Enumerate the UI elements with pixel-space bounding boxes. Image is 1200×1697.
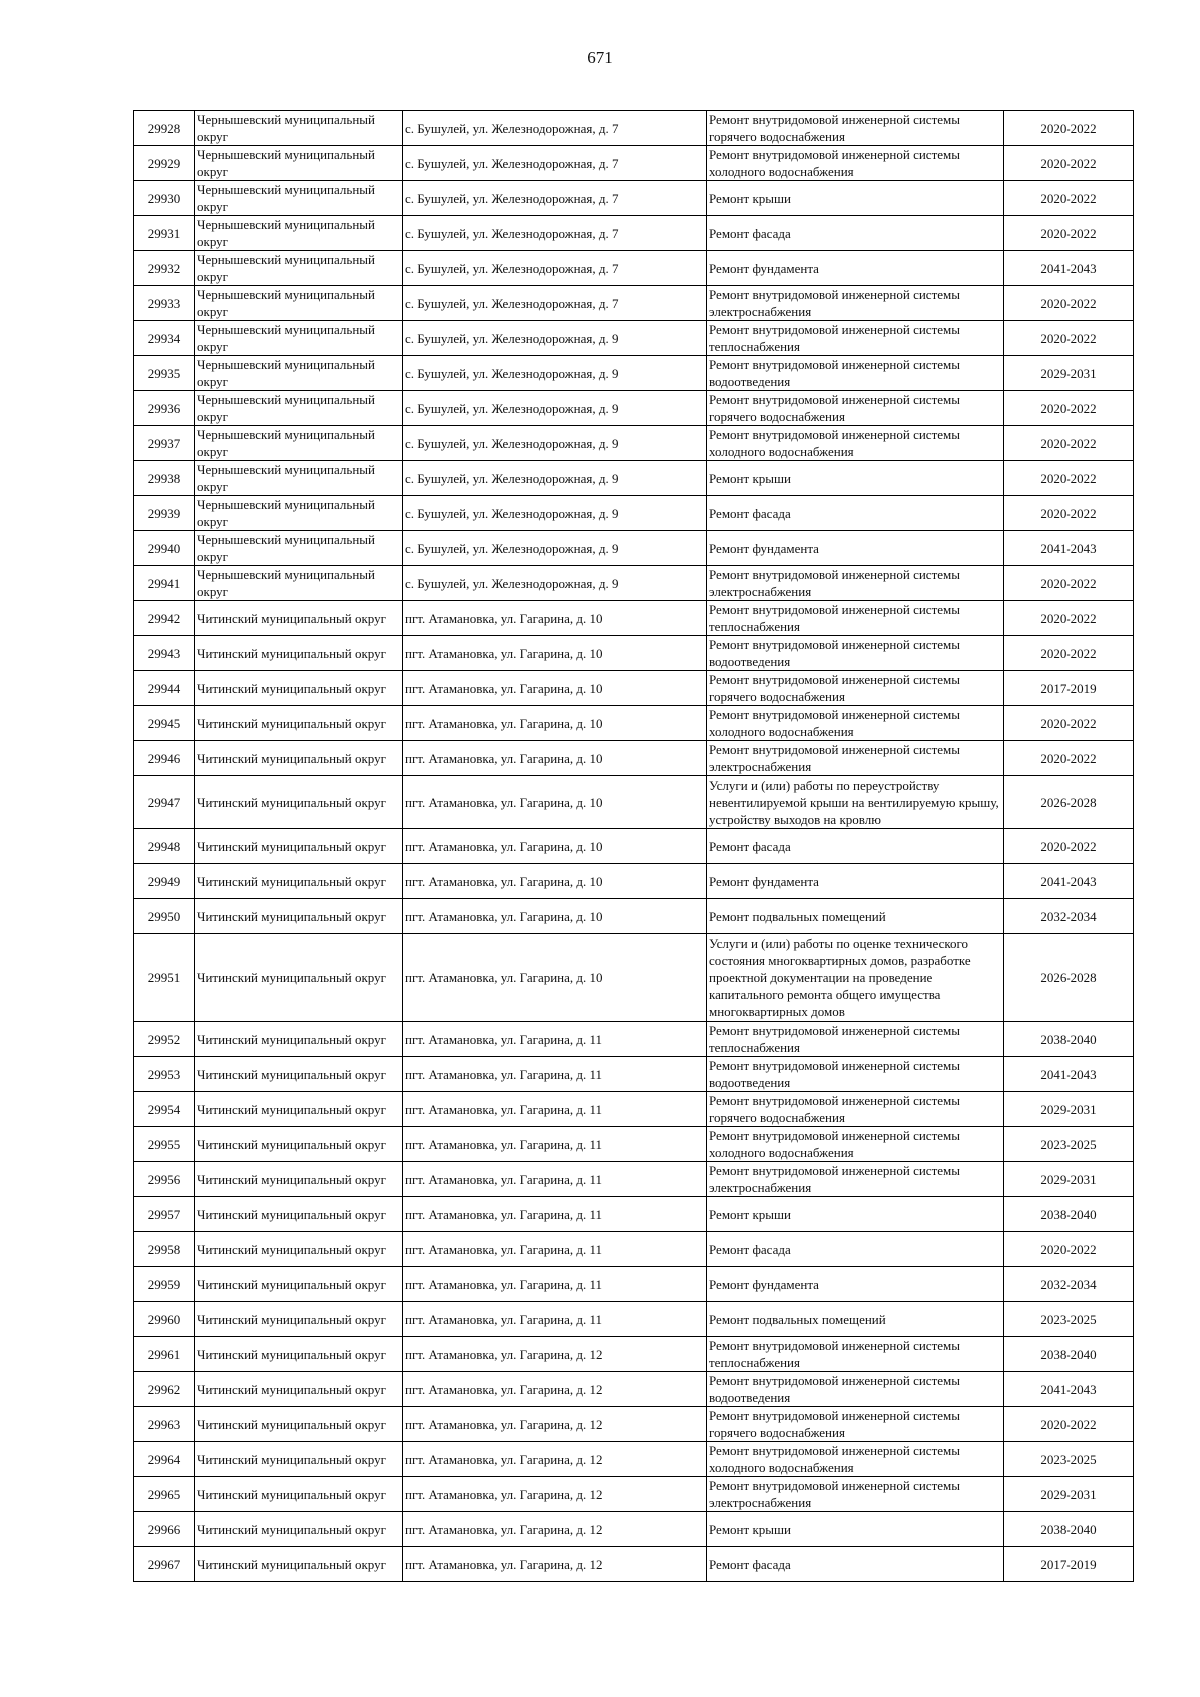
municipal-district-cell: Читинский муниципальный округ bbox=[195, 1092, 403, 1127]
table-row bbox=[134, 426, 1134, 461]
row-number-cell: 29951 bbox=[134, 934, 195, 1022]
work-type-cell: Ремонт внутридомовой инженерной системы теплоснабжения bbox=[707, 1337, 1004, 1372]
building-address-cell: с. Бушулей, ул. Железнодорожная, д. 9 bbox=[403, 496, 707, 531]
municipal-district-cell: Чернышевский муниципальный округ bbox=[195, 111, 403, 146]
row-number-cell: 29942 bbox=[134, 601, 195, 636]
work-type-cell: Ремонт крыши bbox=[707, 461, 1004, 496]
building-address-cell: пгт. Атамановка, ул. Гагарина, д. 12 bbox=[403, 1337, 707, 1372]
page-number: 671 bbox=[587, 48, 613, 67]
planned-period-cell: 2020-2022 bbox=[1004, 1407, 1134, 1442]
building-address-cell: пгт. Атамановка, ул. Гагарина, д. 11 bbox=[403, 1267, 707, 1302]
building-address-cell: с. Бушулей, ул. Железнодорожная, д. 7 bbox=[403, 111, 707, 146]
row-number-cell: 29940 bbox=[134, 531, 195, 566]
municipal-district-cell: Читинский муниципальный округ bbox=[195, 1162, 403, 1197]
row-number-cell: 29938 bbox=[134, 461, 195, 496]
row-number-cell: 29936 bbox=[134, 391, 195, 426]
work-type-cell: Ремонт внутридомовой инженерной системы электроснабжения bbox=[707, 566, 1004, 601]
building-address-cell: с. Бушулей, ул. Железнодорожная, д. 7 bbox=[403, 181, 707, 216]
building-address-cell: пгт. Атамановка, ул. Гагарина, д. 12 bbox=[403, 1477, 707, 1512]
work-type-cell: Ремонт внутридомовой инженерной системы горячего водоснабжения bbox=[707, 1407, 1004, 1442]
planned-period-cell: 2020-2022 bbox=[1004, 601, 1134, 636]
municipal-district-cell: Чернышевский муниципальный округ bbox=[195, 496, 403, 531]
building-address-cell: с. Бушулей, ул. Железнодорожная, д. 9 bbox=[403, 461, 707, 496]
municipal-district-cell: Читинский муниципальный округ bbox=[195, 741, 403, 776]
table-row bbox=[134, 181, 1134, 216]
planned-period-cell: 2020-2022 bbox=[1004, 391, 1134, 426]
row-number-cell: 29956 bbox=[134, 1162, 195, 1197]
table-row bbox=[134, 321, 1134, 356]
building-address-cell: пгт. Атамановка, ул. Гагарина, д. 11 bbox=[403, 1022, 707, 1057]
work-type-cell: Услуги и (или) работы по оценке технического состояния многоквартирных домов, разработке проектной документации на проведение капитального ремонта общего имущества многоквартирных домов bbox=[707, 934, 1004, 1022]
work-type-cell: Ремонт внутридомовой инженерной системы холодного водоснабжения bbox=[707, 146, 1004, 181]
table-row bbox=[134, 1302, 1134, 1337]
table-row bbox=[134, 391, 1134, 426]
municipal-district-cell: Чернышевский муниципальный округ bbox=[195, 321, 403, 356]
work-type-cell: Ремонт фасада bbox=[707, 496, 1004, 531]
work-type-cell: Услуги и (или) работы по переустройству невентилируемой крыши на вентилируемую крышу, устройству выходов на кровлю bbox=[707, 776, 1004, 829]
planned-period-cell: 2020-2022 bbox=[1004, 181, 1134, 216]
building-address-cell: пгт. Атамановка, ул. Гагарина, д. 10 bbox=[403, 741, 707, 776]
row-number-cell: 29966 bbox=[134, 1512, 195, 1547]
row-number-cell: 29967 bbox=[134, 1547, 195, 1582]
work-type-cell: Ремонт внутридомовой инженерной системы водоотведения bbox=[707, 356, 1004, 391]
building-address-cell: пгт. Атамановка, ул. Гагарина, д. 12 bbox=[403, 1512, 707, 1547]
municipal-district-cell: Чернышевский муниципальный округ bbox=[195, 286, 403, 321]
registry-table-body bbox=[134, 111, 1134, 1582]
table-row bbox=[134, 1022, 1134, 1057]
municipal-district-cell: Чернышевский муниципальный округ bbox=[195, 251, 403, 286]
work-type-cell: Ремонт внутридомовой инженерной системы водоотведения bbox=[707, 1372, 1004, 1407]
work-type-cell: Ремонт фундамента bbox=[707, 1267, 1004, 1302]
planned-period-cell: 2029-2031 bbox=[1004, 1162, 1134, 1197]
planned-period-cell: 2020-2022 bbox=[1004, 566, 1134, 601]
building-address-cell: с. Бушулей, ул. Железнодорожная, д. 9 bbox=[403, 391, 707, 426]
planned-period-cell: 2020-2022 bbox=[1004, 741, 1134, 776]
building-address-cell: пгт. Атамановка, ул. Гагарина, д. 11 bbox=[403, 1197, 707, 1232]
planned-period-cell: 2020-2022 bbox=[1004, 706, 1134, 741]
planned-period-cell: 2026-2028 bbox=[1004, 776, 1134, 829]
work-type-cell: Ремонт внутридомовой инженерной системы теплоснабжения bbox=[707, 601, 1004, 636]
municipal-district-cell: Читинский муниципальный округ bbox=[195, 776, 403, 829]
row-number-cell: 29955 bbox=[134, 1127, 195, 1162]
table-row bbox=[134, 1477, 1134, 1512]
row-number-cell: 29953 bbox=[134, 1057, 195, 1092]
planned-period-cell: 2020-2022 bbox=[1004, 636, 1134, 671]
table-row bbox=[134, 636, 1134, 671]
planned-period-cell: 2017-2019 bbox=[1004, 1547, 1134, 1582]
municipal-district-cell: Читинский муниципальный округ bbox=[195, 601, 403, 636]
planned-period-cell: 2041-2043 bbox=[1004, 1372, 1134, 1407]
work-type-cell: Ремонт внутридомовой инженерной системы холодного водоснабжения bbox=[707, 706, 1004, 741]
work-type-cell: Ремонт внутридомовой инженерной системы холодного водоснабжения bbox=[707, 1127, 1004, 1162]
planned-period-cell: 2020-2022 bbox=[1004, 321, 1134, 356]
row-number-cell: 29949 bbox=[134, 864, 195, 899]
row-number-cell: 29961 bbox=[134, 1337, 195, 1372]
planned-period-cell: 2020-2022 bbox=[1004, 146, 1134, 181]
work-type-cell: Ремонт внутридомовой инженерной системы холодного водоснабжения bbox=[707, 426, 1004, 461]
building-address-cell: с. Бушулей, ул. Железнодорожная, д. 7 bbox=[403, 251, 707, 286]
building-address-cell: с. Бушулей, ул. Железнодорожная, д. 9 bbox=[403, 356, 707, 391]
table-row bbox=[134, 601, 1134, 636]
work-type-cell: Ремонт внутридомовой инженерной системы электроснабжения bbox=[707, 1162, 1004, 1197]
planned-period-cell: 2020-2022 bbox=[1004, 216, 1134, 251]
row-number-cell: 29934 bbox=[134, 321, 195, 356]
table-row bbox=[134, 671, 1134, 706]
row-number-cell: 29958 bbox=[134, 1232, 195, 1267]
table-row bbox=[134, 1057, 1134, 1092]
row-number-cell: 29933 bbox=[134, 286, 195, 321]
row-number-cell: 29929 bbox=[134, 146, 195, 181]
row-number-cell: 29946 bbox=[134, 741, 195, 776]
row-number-cell: 29964 bbox=[134, 1442, 195, 1477]
planned-period-cell: 2041-2043 bbox=[1004, 531, 1134, 566]
row-number-cell: 29928 bbox=[134, 111, 195, 146]
table-row bbox=[134, 1337, 1134, 1372]
work-type-cell: Ремонт внутридомовой инженерной системы горячего водоснабжения bbox=[707, 391, 1004, 426]
table-row bbox=[134, 531, 1134, 566]
table-row bbox=[134, 776, 1134, 829]
planned-period-cell: 2026-2028 bbox=[1004, 934, 1134, 1022]
planned-period-cell: 2017-2019 bbox=[1004, 671, 1134, 706]
table-row bbox=[134, 356, 1134, 391]
row-number-cell: 29939 bbox=[134, 496, 195, 531]
table-row bbox=[134, 1127, 1134, 1162]
row-number-cell: 29952 bbox=[134, 1022, 195, 1057]
table-row bbox=[134, 1407, 1134, 1442]
municipal-district-cell: Читинский муниципальный округ bbox=[195, 899, 403, 934]
work-type-cell: Ремонт фасада bbox=[707, 1547, 1004, 1582]
planned-period-cell: 2038-2040 bbox=[1004, 1022, 1134, 1057]
planned-period-cell: 2041-2043 bbox=[1004, 251, 1134, 286]
building-address-cell: пгт. Атамановка, ул. Гагарина, д. 10 bbox=[403, 636, 707, 671]
table-row bbox=[134, 111, 1134, 146]
municipal-district-cell: Читинский муниципальный округ bbox=[195, 636, 403, 671]
municipal-district-cell: Чернышевский муниципальный округ bbox=[195, 146, 403, 181]
planned-period-cell: 2032-2034 bbox=[1004, 899, 1134, 934]
work-type-cell: Ремонт внутридомовой инженерной системы водоотведения bbox=[707, 1057, 1004, 1092]
municipal-district-cell: Читинский муниципальный округ bbox=[195, 1267, 403, 1302]
planned-period-cell: 2023-2025 bbox=[1004, 1302, 1134, 1337]
work-type-cell: Ремонт подвальных помещений bbox=[707, 1302, 1004, 1337]
building-address-cell: пгт. Атамановка, ул. Гагарина, д. 11 bbox=[403, 1162, 707, 1197]
table-row bbox=[134, 461, 1134, 496]
work-type-cell: Ремонт фундамента bbox=[707, 251, 1004, 286]
row-number-cell: 29965 bbox=[134, 1477, 195, 1512]
work-type-cell: Ремонт подвальных помещений bbox=[707, 899, 1004, 934]
table-row bbox=[134, 1162, 1134, 1197]
municipal-district-cell: Читинский муниципальный округ bbox=[195, 1442, 403, 1477]
planned-period-cell: 2038-2040 bbox=[1004, 1512, 1134, 1547]
table-row bbox=[134, 1232, 1134, 1267]
municipal-district-cell: Читинский муниципальный округ bbox=[195, 671, 403, 706]
building-address-cell: пгт. Атамановка, ул. Гагарина, д. 10 bbox=[403, 776, 707, 829]
building-address-cell: пгт. Атамановка, ул. Гагарина, д. 11 bbox=[403, 1092, 707, 1127]
planned-period-cell: 2020-2022 bbox=[1004, 111, 1134, 146]
municipal-district-cell: Читинский муниципальный округ bbox=[195, 1197, 403, 1232]
row-number-cell: 29954 bbox=[134, 1092, 195, 1127]
building-address-cell: пгт. Атамановка, ул. Гагарина, д. 10 bbox=[403, 601, 707, 636]
work-type-cell: Ремонт внутридомовой инженерной системы теплоснабжения bbox=[707, 1022, 1004, 1057]
row-number-cell: 29948 bbox=[134, 829, 195, 864]
planned-period-cell: 2023-2025 bbox=[1004, 1442, 1134, 1477]
building-address-cell: с. Бушулей, ул. Железнодорожная, д. 9 bbox=[403, 426, 707, 461]
building-address-cell: пгт. Атамановка, ул. Гагарина, д. 11 bbox=[403, 1302, 707, 1337]
table-row bbox=[134, 1372, 1134, 1407]
row-number-cell: 29932 bbox=[134, 251, 195, 286]
municipal-district-cell: Чернышевский муниципальный округ bbox=[195, 181, 403, 216]
building-address-cell: с. Бушулей, ул. Железнодорожная, д. 9 bbox=[403, 566, 707, 601]
municipal-district-cell: Читинский муниципальный округ bbox=[195, 1232, 403, 1267]
work-type-cell: Ремонт внутридомовой инженерной системы электроснабжения bbox=[707, 741, 1004, 776]
table-row bbox=[134, 1547, 1134, 1582]
work-type-cell: Ремонт фасада bbox=[707, 829, 1004, 864]
work-type-cell: Ремонт фундамента bbox=[707, 531, 1004, 566]
row-number-cell: 29959 bbox=[134, 1267, 195, 1302]
building-address-cell: с. Бушулей, ул. Железнодорожная, д. 7 bbox=[403, 216, 707, 251]
municipal-district-cell: Читинский муниципальный округ bbox=[195, 1302, 403, 1337]
planned-period-cell: 2038-2040 bbox=[1004, 1337, 1134, 1372]
building-address-cell: пгт. Атамановка, ул. Гагарина, д. 11 bbox=[403, 1127, 707, 1162]
row-number-cell: 29930 bbox=[134, 181, 195, 216]
municipal-district-cell: Читинский муниципальный округ bbox=[195, 1512, 403, 1547]
building-address-cell: пгт. Атамановка, ул. Гагарина, д. 10 bbox=[403, 706, 707, 741]
work-type-cell: Ремонт фундамента bbox=[707, 864, 1004, 899]
row-number-cell: 29963 bbox=[134, 1407, 195, 1442]
table-row bbox=[134, 864, 1134, 899]
building-address-cell: пгт. Атамановка, ул. Гагарина, д. 12 bbox=[403, 1372, 707, 1407]
row-number-cell: 29960 bbox=[134, 1302, 195, 1337]
municipal-district-cell: Чернышевский муниципальный округ bbox=[195, 426, 403, 461]
building-address-cell: пгт. Атамановка, ул. Гагарина, д. 12 bbox=[403, 1547, 707, 1582]
municipal-district-cell: Читинский муниципальный округ bbox=[195, 1127, 403, 1162]
municipal-district-cell: Чернышевский муниципальный округ bbox=[195, 566, 403, 601]
municipal-district-cell: Читинский муниципальный округ bbox=[195, 1547, 403, 1582]
work-type-cell: Ремонт внутридомовой инженерной системы теплоснабжения bbox=[707, 321, 1004, 356]
table-row bbox=[134, 1442, 1134, 1477]
table-row bbox=[134, 899, 1134, 934]
row-number-cell: 29941 bbox=[134, 566, 195, 601]
municipal-district-cell: Читинский муниципальный округ bbox=[195, 829, 403, 864]
municipal-district-cell: Читинский муниципальный округ bbox=[195, 1407, 403, 1442]
municipal-district-cell: Чернышевский муниципальный округ bbox=[195, 391, 403, 426]
work-type-cell: Ремонт фасада bbox=[707, 1232, 1004, 1267]
planned-period-cell: 2029-2031 bbox=[1004, 356, 1134, 391]
table-row bbox=[134, 1512, 1134, 1547]
municipal-district-cell: Чернышевский муниципальный округ bbox=[195, 216, 403, 251]
work-type-cell: Ремонт внутридомовой инженерной системы электроснабжения bbox=[707, 286, 1004, 321]
planned-period-cell: 2032-2034 bbox=[1004, 1267, 1134, 1302]
table-row bbox=[134, 251, 1134, 286]
planned-period-cell: 2020-2022 bbox=[1004, 496, 1134, 531]
building-address-cell: пгт. Атамановка, ул. Гагарина, д. 10 bbox=[403, 864, 707, 899]
table-row bbox=[134, 286, 1134, 321]
table-row bbox=[134, 146, 1134, 181]
building-address-cell: пгт. Атамановка, ул. Гагарина, д. 11 bbox=[403, 1232, 707, 1267]
municipal-district-cell: Читинский муниципальный округ bbox=[195, 1477, 403, 1512]
table-row bbox=[134, 496, 1134, 531]
municipal-district-cell: Читинский муниципальный округ bbox=[195, 1057, 403, 1092]
row-number-cell: 29935 bbox=[134, 356, 195, 391]
work-type-cell: Ремонт внутридомовой инженерной системы горячего водоснабжения bbox=[707, 1092, 1004, 1127]
planned-period-cell: 2038-2040 bbox=[1004, 1197, 1134, 1232]
municipal-district-cell: Читинский муниципальный округ bbox=[195, 864, 403, 899]
work-type-cell: Ремонт внутридомовой инженерной системы водоотведения bbox=[707, 636, 1004, 671]
planned-period-cell: 2029-2031 bbox=[1004, 1477, 1134, 1512]
building-address-cell: пгт. Атамановка, ул. Гагарина, д. 12 bbox=[403, 1442, 707, 1477]
building-address-cell: пгт. Атамановка, ул. Гагарина, д. 12 bbox=[403, 1407, 707, 1442]
planned-period-cell: 2023-2025 bbox=[1004, 1127, 1134, 1162]
table-row bbox=[134, 566, 1134, 601]
work-type-cell: Ремонт крыши bbox=[707, 181, 1004, 216]
building-address-cell: с. Бушулей, ул. Железнодорожная, д. 9 bbox=[403, 321, 707, 356]
planned-period-cell: 2041-2043 bbox=[1004, 1057, 1134, 1092]
building-address-cell: с. Бушулей, ул. Железнодорожная, д. 9 bbox=[403, 531, 707, 566]
table-row bbox=[134, 741, 1134, 776]
building-address-cell: пгт. Атамановка, ул. Гагарина, д. 10 bbox=[403, 899, 707, 934]
table-row bbox=[134, 1197, 1134, 1232]
work-type-cell: Ремонт фасада bbox=[707, 216, 1004, 251]
table-row bbox=[134, 829, 1134, 864]
row-number-cell: 29931 bbox=[134, 216, 195, 251]
municipal-district-cell: Читинский муниципальный округ bbox=[195, 934, 403, 1022]
planned-period-cell: 2020-2022 bbox=[1004, 1232, 1134, 1267]
work-type-cell: Ремонт внутридомовой инженерной системы горячего водоснабжения bbox=[707, 111, 1004, 146]
planned-period-cell: 2029-2031 bbox=[1004, 1092, 1134, 1127]
work-type-cell: Ремонт крыши bbox=[707, 1512, 1004, 1547]
municipal-district-cell: Читинский муниципальный округ bbox=[195, 706, 403, 741]
table-row bbox=[134, 934, 1134, 1022]
municipal-district-cell: Читинский муниципальный округ bbox=[195, 1372, 403, 1407]
work-type-cell: Ремонт внутридомовой инженерной системы холодного водоснабжения bbox=[707, 1442, 1004, 1477]
row-number-cell: 29957 bbox=[134, 1197, 195, 1232]
municipal-district-cell: Читинский муниципальный округ bbox=[195, 1337, 403, 1372]
building-address-cell: пгт. Атамановка, ул. Гагарина, д. 10 bbox=[403, 934, 707, 1022]
table-row bbox=[134, 216, 1134, 251]
work-type-cell: Ремонт внутридомовой инженерной системы горячего водоснабжения bbox=[707, 671, 1004, 706]
row-number-cell: 29944 bbox=[134, 671, 195, 706]
table-row bbox=[134, 1267, 1134, 1302]
building-address-cell: пгт. Атамановка, ул. Гагарина, д. 10 bbox=[403, 671, 707, 706]
work-type-cell: Ремонт внутридомовой инженерной системы электроснабжения bbox=[707, 1477, 1004, 1512]
municipal-district-cell: Чернышевский муниципальный округ bbox=[195, 461, 403, 496]
work-type-cell: Ремонт крыши bbox=[707, 1197, 1004, 1232]
building-address-cell: пгт. Атамановка, ул. Гагарина, д. 11 bbox=[403, 1057, 707, 1092]
row-number-cell: 29962 bbox=[134, 1372, 195, 1407]
planned-period-cell: 2020-2022 bbox=[1004, 829, 1134, 864]
planned-period-cell: 2020-2022 bbox=[1004, 426, 1134, 461]
row-number-cell: 29947 bbox=[134, 776, 195, 829]
planned-period-cell: 2020-2022 bbox=[1004, 461, 1134, 496]
municipal-district-cell: Чернышевский муниципальный округ bbox=[195, 356, 403, 391]
registry-table bbox=[133, 110, 1134, 1582]
planned-period-cell: 2041-2043 bbox=[1004, 864, 1134, 899]
row-number-cell: 29937 bbox=[134, 426, 195, 461]
row-number-cell: 29945 bbox=[134, 706, 195, 741]
table-row bbox=[134, 706, 1134, 741]
row-number-cell: 29950 bbox=[134, 899, 195, 934]
municipal-district-cell: Чернышевский муниципальный округ bbox=[195, 531, 403, 566]
planned-period-cell: 2020-2022 bbox=[1004, 286, 1134, 321]
building-address-cell: с. Бушулей, ул. Железнодорожная, д. 7 bbox=[403, 146, 707, 181]
table-row bbox=[134, 1092, 1134, 1127]
municipal-district-cell: Читинский муниципальный округ bbox=[195, 1022, 403, 1057]
row-number-cell: 29943 bbox=[134, 636, 195, 671]
building-address-cell: пгт. Атамановка, ул. Гагарина, д. 10 bbox=[403, 829, 707, 864]
building-address-cell: с. Бушулей, ул. Железнодорожная, д. 7 bbox=[403, 286, 707, 321]
